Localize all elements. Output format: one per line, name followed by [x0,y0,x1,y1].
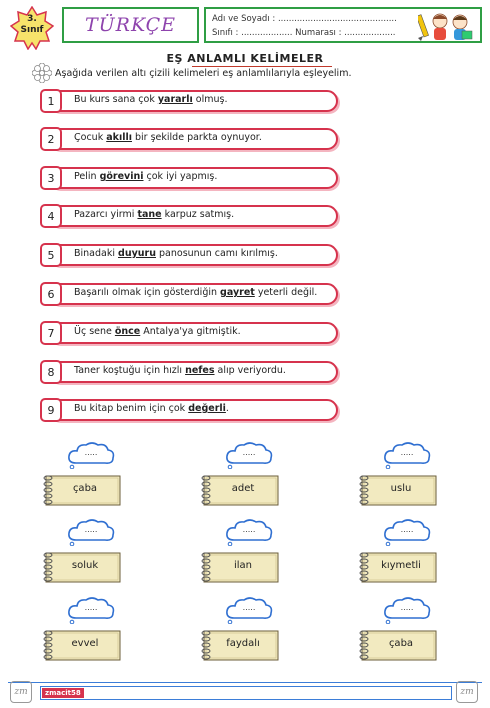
footer-bar [40,686,452,700]
card-word: çaba [388,638,414,649]
sentence-after: . [225,403,229,414]
sentence-text [74,132,262,143]
answer-cloud[interactable] [382,518,432,546]
sentence-before: Başarılı olmak için gösterdiğin [74,287,221,298]
grade-class: Sınıf [20,25,44,35]
underlined-word: önce [114,326,141,337]
sentence-text [74,171,217,182]
card-word: evvel [71,638,99,649]
grade-number: 3. [27,14,37,24]
word-card[interactable] [358,473,438,507]
card-word: faydalı [226,638,260,649]
word-card[interactable] [42,473,122,507]
sentence-number [40,360,62,384]
sentence-before: Pazarcı yirmi [74,209,138,220]
sentence-row [40,360,338,384]
underlined-word: gayret [220,287,255,298]
answer-cloud[interactable] [66,596,116,624]
sentence-text [74,287,317,298]
sentence-row [40,166,338,190]
answer-cloud[interactable] [224,596,274,624]
sentence-after: bir şekilde parkta oynuyor. [131,132,262,143]
sentence-text [74,209,234,220]
word-card[interactable] [200,550,280,584]
footer-divider [8,682,482,683]
sentence-row [40,321,338,345]
sentence-text [74,365,286,376]
sentence-number [40,166,62,190]
answer-cloud[interactable] [382,441,432,469]
sentence-row [40,398,338,422]
card-word: soluk [71,560,99,571]
flower-icon [32,63,52,83]
sentence-row [40,282,338,306]
answer-blank: ..... [400,603,414,612]
answer-cloud[interactable] [224,441,274,469]
card-word: ilan [233,560,253,571]
sentence-number-text: 4 [47,209,55,223]
sentence-number [40,127,62,151]
word-card[interactable] [358,550,438,584]
student-info-box [204,7,482,43]
sentence-before: Binadaki [74,248,119,259]
sentence-before: Pelin [74,171,100,182]
class-number-field[interactable]: Sınıfı : ................... Numarası : ................... [212,28,396,38]
sentence-after: panosunun camı kırılmış. [155,248,278,259]
underlined-word: tane [137,209,162,220]
answer-blank: ..... [84,603,98,612]
sentence-text [74,403,229,414]
card-word: çaba [72,483,98,494]
card-word: kıymetli [381,560,421,571]
sentence-after: Antalya'ya gitmiştik. [140,326,241,337]
card-word: adet [231,483,255,494]
corner-logo-left: zm [10,681,32,703]
answer-cloud[interactable] [66,518,116,546]
sentence-row [40,243,338,267]
answer-cloud[interactable] [66,441,116,469]
answer-blank: ..... [84,525,98,534]
answer-cloud[interactable] [224,518,274,546]
sentence-number-text: 6 [47,287,55,301]
sentence-before: Bu kurs sana çok [74,94,158,105]
answer-blank: ..... [242,525,256,534]
sentence-before: Bu kitap benim için çok [74,403,189,414]
underlined-word: akıllı [106,132,132,143]
sentence-text [74,94,227,105]
sentence-row [40,89,338,113]
sentence-after: olmuş. [192,94,228,105]
underlined-word: değerli [188,403,226,414]
sentence-number-text: 1 [47,94,55,108]
sentence-number-text: 2 [47,132,55,146]
subject-title: TÜRKÇE [84,14,177,36]
corner-logo-right: zm [456,681,478,703]
sentence-after: alıp veriyordu. [214,365,286,376]
underlined-word: görevini [99,171,144,182]
answer-blank: ..... [400,448,414,457]
name-field[interactable]: Adı ve Soyadı : ............................................ [212,14,397,24]
word-card[interactable] [42,628,122,662]
sentence-number [40,243,62,267]
sentence-before: Çocuk [74,132,107,143]
footer-label: zmacit58 [42,688,84,698]
sentence-after: çok iyi yapmış. [143,171,218,182]
sentence-text [74,248,278,259]
sentence-number-text: 3 [47,171,55,185]
sentence-number [40,89,62,113]
sentence-after: karpuz satmış. [161,209,235,220]
sentence-number [40,321,62,345]
answer-blank: ..... [400,525,414,534]
sentence-number-text: 8 [47,365,55,379]
sentence-before: Taner koştuğu için hızlı [74,365,186,376]
instruction-text: Aşağıda verilen altı çizili kelimeleri eş anlamlılarıyla eşleyelim. [55,68,352,79]
sentence-number-text: 9 [47,403,55,417]
grade-badge [10,6,54,50]
answer-cloud[interactable] [382,596,432,624]
page-title: EŞ ANLAMLI KELİMELER [166,52,324,65]
title-underline [192,66,332,67]
underlined-word: nefes [185,365,215,376]
sentence-number-text: 7 [47,326,55,340]
word-card[interactable] [200,628,280,662]
sentence-number [40,282,62,306]
kids-pencil-icon [418,11,474,41]
sentence-number [40,204,62,228]
subject-box [62,7,199,43]
answer-blank: ..... [84,448,98,457]
grade-label [10,14,54,36]
word-card[interactable] [358,628,438,662]
sentence-row [40,204,338,228]
sentence-after: yeterli değil. [254,287,318,298]
answer-blank: ..... [242,603,256,612]
underlined-word: yararlı [157,94,193,105]
answer-blank: ..... [242,448,256,457]
sentence-before: Üç sene [74,326,115,337]
word-card[interactable] [42,550,122,584]
word-card[interactable] [200,473,280,507]
sentence-number-text: 5 [47,248,55,262]
underlined-word: duyuru [118,248,156,259]
sentence-text [74,326,241,337]
card-word: uslu [390,483,412,494]
sentence-row [40,127,338,151]
sentence-number [40,398,62,422]
